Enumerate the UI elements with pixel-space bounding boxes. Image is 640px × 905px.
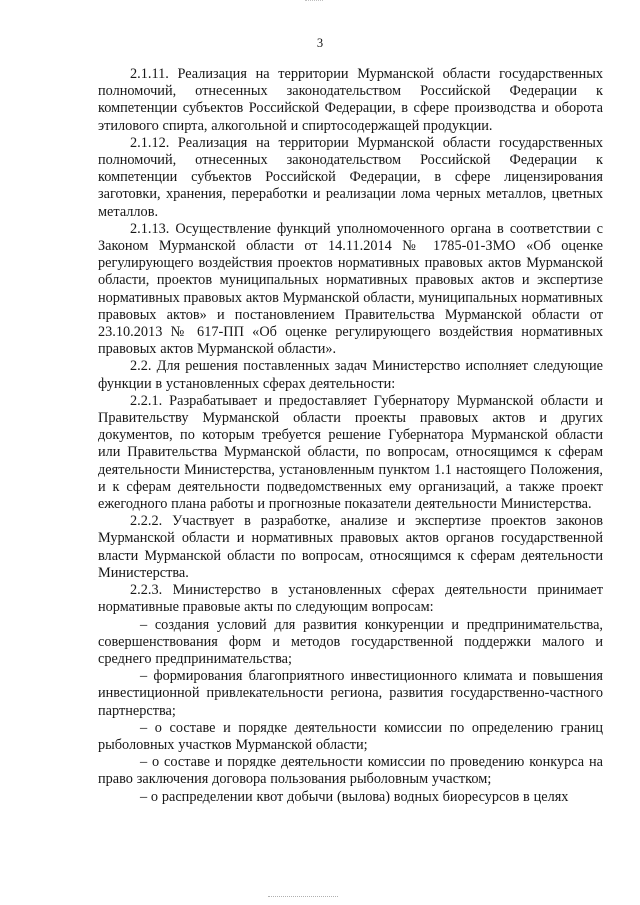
list-item-fishing-contest-commission: – о составе и порядке деятельности комиссии по проведению конкурса на право заключения договора пользования рыболовным участком;: [98, 754, 603, 788]
paragraph-2-2-1: 2.2.1. Разрабатывает и предоставляет Губернатору Мурманской области и Правительству Мурманской области проекты правовых актов и других документов, по которым требуется решение Губернатора Мурманской области или Правительства Мурманской области, по вопросам, относящимся к сферам деятельности Министерства, установленным пунктом 1.1 настоящего Положения, и к сферам деятельности подведомственных ему организаций, а также проект ежегодного плана работы и прогнозные показатели деятельности Министерства.: [98, 392, 603, 513]
paragraph-2-1-12: 2.1.12. Реализация на территории Мурманской области государственных полномочий, отнесенных законодательством Российской Федерации к компетенции субъектов Российской Федерации, в сфере лицензирования заготовки, хранения, переработки и реализации лома черных металлов, цветных металлов.: [98, 134, 603, 220]
paragraph-2-1-13: 2.1.13. Осуществление функций уполномоченного органа в соответствии с Законом Мурманской области от 14.11.2014 № 1785-01-ЗМО «Об оценке регулирующего воздействия проектов нормативных правовых актов Мурманской области, проектов муниципальных нормативных правовых актов и экспертизе нормативных правовых актов Мурманской области, муниципальных нормативных правовых актов» и постановлением Правительства Мурманской области от 23.10.2013 № 617-ПП «Об оценке регулирующего воздействия нормативных правовых актов Мурманской области».: [98, 220, 603, 358]
paragraph-2-2-2: 2.2.2. Участвует в разработке, анализе и экспертизе проектов законов Мурманской области и нормативных правовых актов органов государственной власти Мурманской области по вопросам, относящимся к сферам деятельности Министерства.: [98, 513, 603, 581]
scan-artifact-bottom: [268, 896, 338, 900]
page-number: 3: [316, 36, 324, 50]
list-item-investment-climate: – формирования благоприятного инвестиционного климата и повышения инвестиционной привлекательности региона, развития государственно-частного партнерства;: [98, 668, 603, 719]
document-body: [98, 66, 603, 806]
list-item-competition: – создания условий для развития конкуренции и предпринимательства, совершенствования форм и методов государственной поддержки малого и среднего предпринимательства;: [98, 616, 603, 667]
paragraph-2-2-3: 2.2.3. Министерство в установленных сферах деятельности принимает нормативные правовые акты по следующим вопросам:: [98, 582, 603, 616]
paragraph-2-1-11: 2.1.11. Реализация на территории Мурманской области государственных полномочий, отнесенных законодательством Российской Федерации к компетенции субъектов Российской Федерации, в сфере производства и оборота этилового спирта, алкогольной и спиртосодержащей продукции.: [98, 66, 603, 134]
list-item-quota-distribution: – о распределении квот добычи (вылова) водных биоресурсов в целях: [140, 788, 569, 805]
scan-artifact-top: [305, 0, 323, 3]
list-item-fishing-boundaries-commission: – о составе и порядке деятельности комиссии по определению границ рыболовных участков Мурманской области;: [98, 719, 603, 753]
paragraph-2-2: 2.2. Для решения поставленных задач Министерство исполняет следующие функции в установленных сферах деятельности:: [98, 358, 603, 392]
